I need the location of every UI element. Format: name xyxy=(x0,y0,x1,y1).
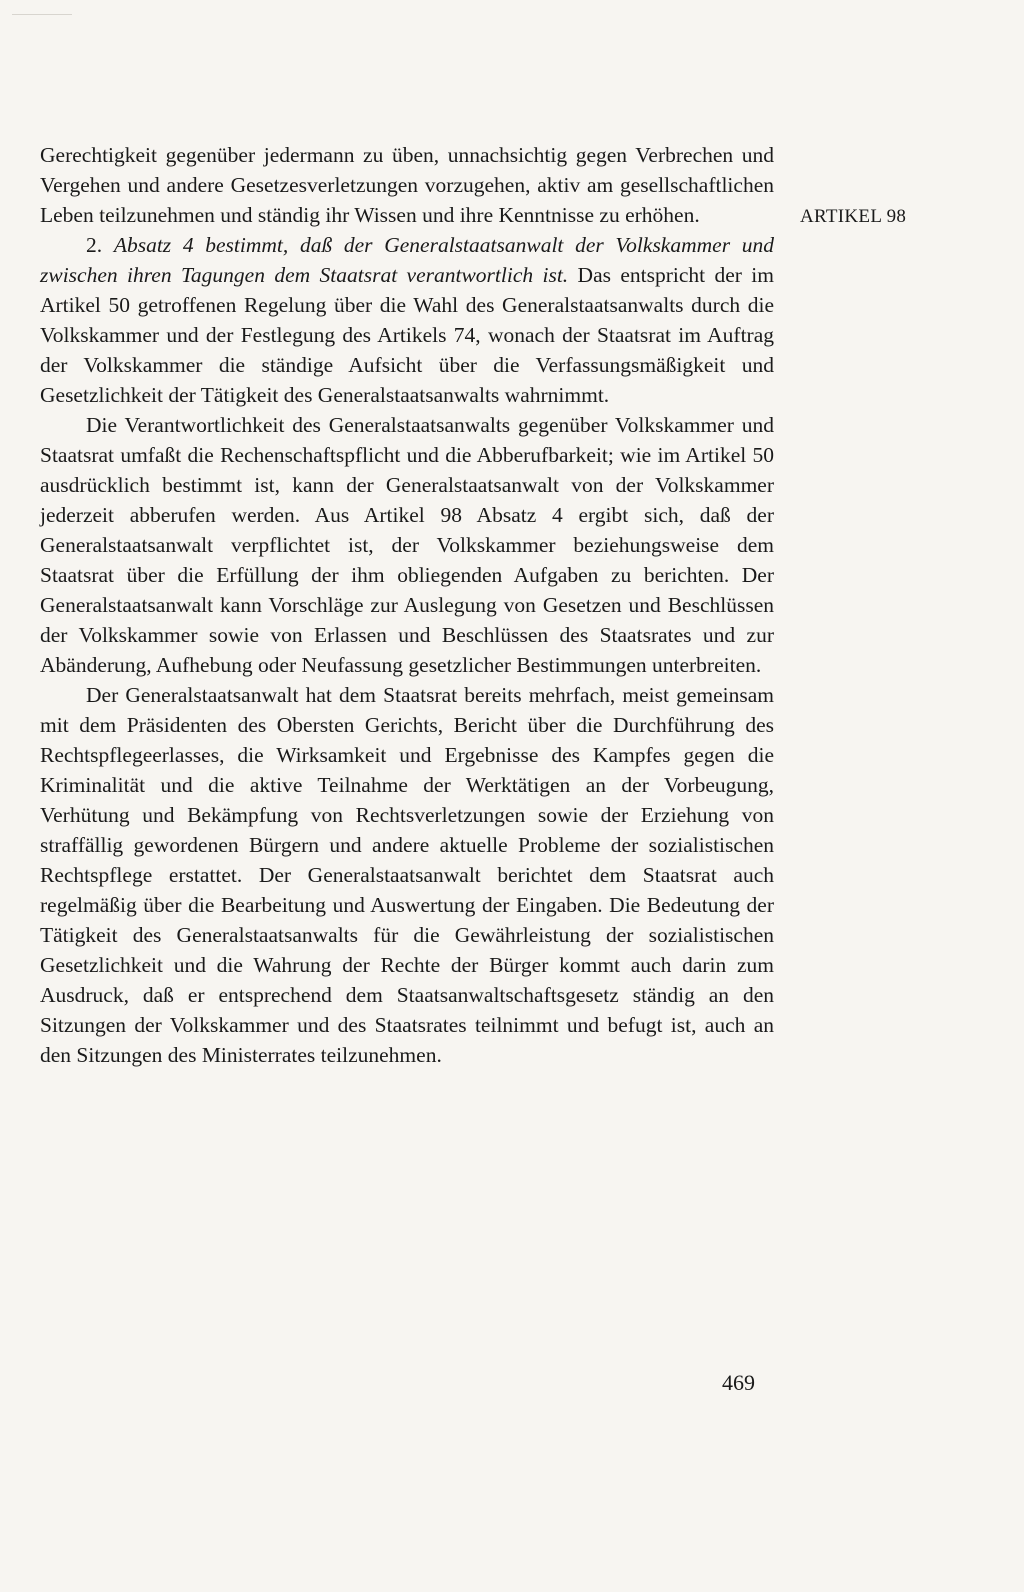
paragraph-2-text: Das entspricht der im Artikel 50 getroffenen Regelung über die Wahl des Generalstaatsanwalts durch die Volkskammer und der Festlegung des Artikels 74, wonach der Staatsrat im Auftrag der Volkskammer die ständige Aufsicht über die Verfassungsmäßigkeit und Gesetzlichkeit der Tätigkeit des Generalstaatsanwalts wahrnimmt. xyxy=(40,263,774,407)
paragraph-4: Der Generalstaatsanwalt hat dem Staatsrat bereits mehrfach, meist gemeinsam mit dem Präsidenten des Obersten Gerichts, Bericht über die Durchführung des Rechtspflegeerlasses, die Wirksamkeit und Ergebnisse des Kampfes gegen die Kriminalität und die aktive Teilnahme der Werktätigen an der Vorbeugung, Verhütung und Bekämpfung von Rechtsverletzungen sowie der Erziehung von straffällig gewordenen Bürgern und andere aktuelle Probleme der sozialistischen Rechtspflege erstattet. Der Generalstaatsanwalt berichtet dem Staatsrat auch regelmäßig über die Bearbeitung und Auswertung der Eingaben. Die Bedeutung der Tätigkeit des Generalstaatsanwalts für die Gewährleistung der sozialistischen Gesetzlichkeit und die Wahrung der Rechte der Bürger kommt auch darin zum Ausdruck, daß er entsprechend dem Staatsanwaltschaftsgesetz ständig an den Sitzungen der Volkskammer und des Staatsrates teilnimmt und befugt ist, auch an den Sitzungen des Ministerrates teilzunehmen. xyxy=(40,683,774,1067)
paragraph-1: Gerechtigkeit gegenüber jedermann zu üben, unnachsichtig gegen Verbrechen und Vergehen und andere Gesetzesverletzungen vorzugehen, aktiv am gesellschaftlichen Leben teilzunehmen und ständig ihr Wissen und ihre Kenntnisse zu erhöhen. xyxy=(40,143,774,227)
paragraph-2 xyxy=(40,230,774,410)
scan-artifact xyxy=(12,14,72,15)
paragraph-2-emphasis: Absatz 4 bestimmt, daß der Generalstaatsanwalt der Volkskammer und zwischen ihren Tagungen dem Staatsrat verantwortlich ist. xyxy=(40,233,774,287)
page-number: 469 xyxy=(722,1370,755,1395)
margin-note-article: ARTIKEL 98 xyxy=(800,206,907,227)
paragraph-2-number: 2. xyxy=(86,233,103,257)
paragraph-3: Die Verantwortlichkeit des Generalstaatsanwalts gegenüber Volkskammer und Staatsrat umfaßt die Rechenschaftspflicht und die Abberufbarkeit; wie im Artikel 50 ausdrücklich bestimmt ist, kann der Generalstaatsanwalt von der Volkskammer jederzeit abberufen werden. Aus Artikel 98 Absatz 4 ergibt sich, daß der Generalstaatsanwalt verpflichtet ist, der Volkskammer beziehungsweise dem Staatsrat über die Erfüllung der ihm obliegenden Aufgaben zu berichten. Der Generalstaatsanwalt kann Vorschläge zur Auslegung von Gesetzen und Beschlüssen der Volkskammer sowie von Erlassen und Beschlüssen des Staatsrates und zur Abänderung, Aufhebung oder Neufassung gesetzlicher Bestimmungen unterbreiten. xyxy=(40,413,774,677)
page-body xyxy=(40,140,774,1070)
